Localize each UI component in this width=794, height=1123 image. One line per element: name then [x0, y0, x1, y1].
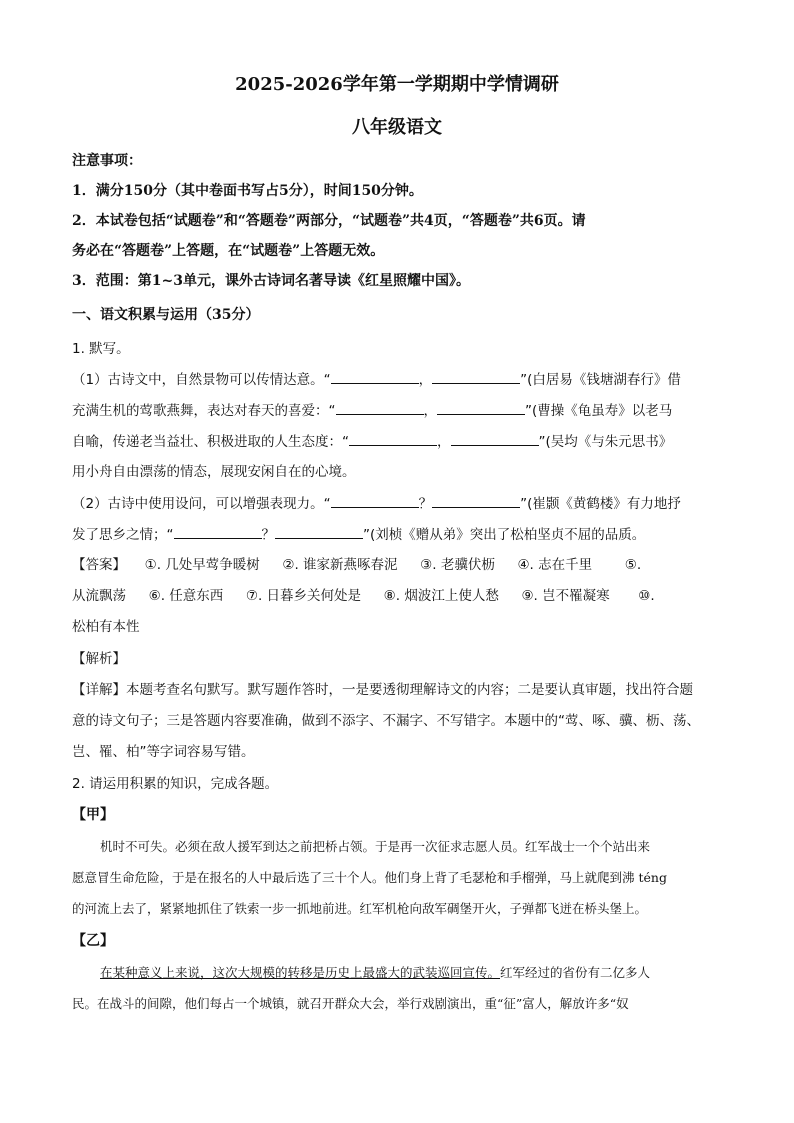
answer-line-2	[72, 587, 655, 605]
passage-text: 红军经过的省份有二亿多人	[500, 965, 651, 980]
answer-blank	[336, 401, 424, 415]
answer-blank	[349, 432, 437, 446]
q1-text: ？	[261, 527, 275, 543]
passage-yi-line-2: 民。在战斗的间隙，他们每占一个城镇，就召开群众大会，举行戏剧演出，重“征”富人，解放许多“奴	[72, 996, 629, 1011]
answer-blank	[331, 494, 419, 508]
q1-line-3	[72, 432, 672, 451]
answer-item: ①. 几处早莺争暖树	[144, 557, 260, 573]
answer-blank	[174, 525, 262, 539]
analysis-label: 【解析】	[72, 651, 126, 667]
q1-text: ”(曹操《龟虽寿》以老马	[525, 403, 673, 419]
q1-text: ”(白居易《钱塘湖春行》借	[520, 372, 681, 388]
notes-heading: 注意事项：	[72, 153, 142, 169]
detail-line-3: 岂、罹、柏”等字词容易写错。	[72, 744, 255, 760]
answer-blank	[451, 432, 539, 446]
answer-item: ⑥. 任意东西	[148, 588, 224, 604]
note-item-2b: 务必在“答题卷”上答题，在“试题卷”上答题无效。	[72, 243, 385, 259]
q1-text: ”(崔颢《黄鹤楼》有力地抒	[520, 496, 681, 512]
answer-item: ③. 老骥伏枥	[420, 557, 495, 573]
passage-jia-line-2: 愿意冒生命危险，于是在报名的人中最后选了三十个人。他们身上背了毛瑟枪和手榴弹，马上就爬到沸 téng	[72, 870, 667, 885]
passage-jia-line-1: 机时不可失。必须在敌人援军到达之前把桥占领。于是再一次征求志愿人员。红军战士一个个站出来	[100, 839, 651, 854]
answer-item: ⑨. 岂不罹凝寒	[521, 588, 610, 604]
note-item-2a: 2．本试卷包括“试题卷”和“答题卷”两部分，“试题卷”共4页，“答题卷”共6页。请	[72, 213, 586, 229]
q1-text: ”(刘桢《赠从弟》突出了松柏坚贞不屈的品质。	[363, 527, 646, 543]
detail-line-1: 【详解】本题考查名句默写。默写题作答时，一是要透彻理解诗文的内容；二是要认真审题，找出符合题	[72, 682, 693, 698]
question-2-number: 2. 请运用积累的知识，完成各题。	[72, 776, 279, 792]
passage-jia-label: 【甲】	[72, 807, 114, 823]
q1-line-4: 用小舟自由漂荡的情态，展现安闲自在的心境。	[72, 464, 356, 480]
q1-text: 自喻，传递老当益壮、积极进取的人生态度：“	[72, 434, 349, 450]
answer-item: 从流飘荡	[72, 588, 126, 604]
underlined-sentence: 在某种意义上来说，这次大规模的转移是历史上最盛大的武装巡回宣传。	[100, 965, 501, 980]
q1-text: ？	[418, 496, 433, 512]
note-item-3: 3．范围：第1~3单元，课外古诗词名著导读《红星照耀中国》。	[72, 273, 470, 289]
detail-line-2: 意的诗文句子；三是答题内容要准确，做到不添字、不漏字、不写错字。本题中的“莺、啄、骥、枥、荡、	[72, 713, 700, 729]
answer-label: 【答案】	[72, 557, 126, 573]
exam-subtitle: 八年级语文	[352, 117, 442, 138]
answer-item: ⑤.	[624, 557, 642, 573]
q1-text: ，	[418, 372, 433, 388]
answer-blank	[432, 494, 520, 508]
answer-blank	[331, 370, 419, 384]
answer-item: ⑦. 日暮乡关何处是	[245, 588, 362, 604]
passage-jia-line-3: 的河流上去了，紧紧地抓住了铁索一步一抓地前进。红军机枪向敌军碉堡开火，子弹都飞迸在桥头堡上。	[72, 901, 648, 916]
q1-text: 充满生机的莺歌燕舞，表达对春天的喜爱：“	[72, 403, 336, 419]
answer-item: ②. 谁家新燕啄春泥	[282, 557, 398, 573]
exam-title: 2025-2026学年第一学期期中学情调研	[235, 74, 559, 95]
passage-yi-line-1	[100, 964, 650, 982]
q1-line-1	[72, 370, 681, 389]
answer-line-1	[72, 556, 641, 574]
q1-text: （1）古诗文中，自然景物可以传情达意。“	[72, 372, 331, 388]
answer-item: ⑧. 烟波江上使人愁	[383, 588, 499, 604]
answer-item: ④. 志在千里	[517, 557, 593, 573]
q1-text: ，	[437, 434, 451, 450]
answer-blank	[437, 401, 525, 415]
q1-text: ”(吴均《与朱元思书》	[538, 434, 673, 450]
answer-blank	[275, 525, 363, 539]
question-1-number: 1. 默写。	[72, 341, 130, 357]
q1-line-6	[72, 525, 645, 544]
note-item-1: 1．满分150分（其中卷面书写占5分），时间150分钟。	[72, 183, 423, 199]
q1-line-5	[72, 494, 681, 513]
answer-item: ⑩.	[638, 588, 655, 604]
q1-text: ，	[423, 403, 437, 419]
answer-blank	[432, 370, 520, 384]
passage-yi-label: 【乙】	[72, 933, 114, 949]
q1-text: 发了思乡之情；“	[72, 527, 174, 543]
answer-line-3: 松柏有本性	[72, 619, 140, 635]
section-heading: 一、语文积累与运用（35分）	[72, 307, 260, 323]
q1-line-2	[72, 401, 672, 420]
q1-text: （2）古诗中使用设问，可以增强表现力。“	[72, 496, 331, 512]
